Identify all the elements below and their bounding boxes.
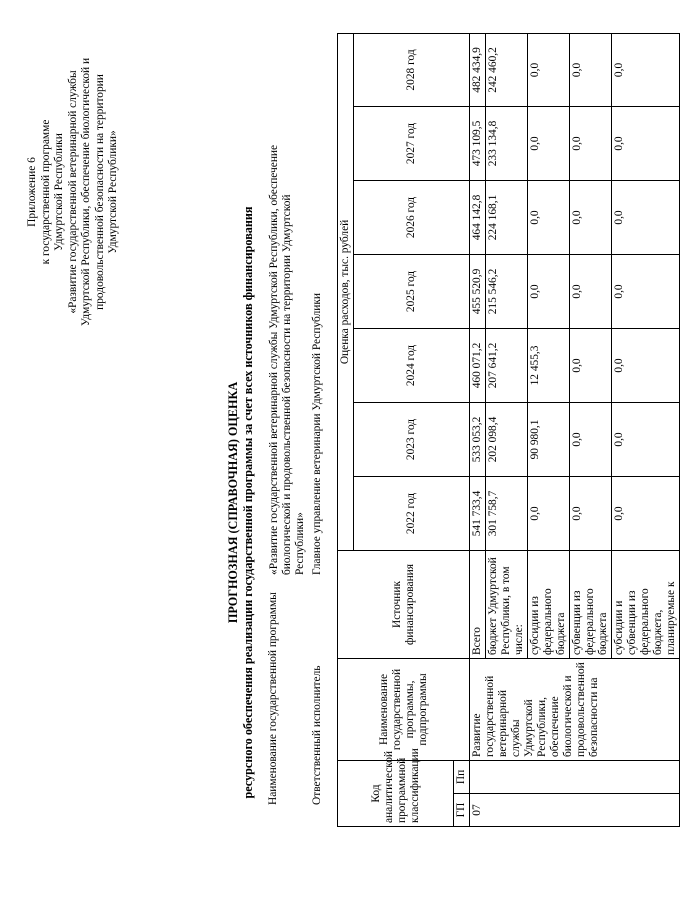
header-gp: ГП [454, 794, 470, 827]
program-name-value: «Развитие государственной ветеринарной службы Удмуртской Республики, обеспечение биологической и продовольственной безопасности на территории Удмуртской Республики» [268, 144, 306, 575]
value-cell: 533 053,2 [470, 402, 486, 476]
header-year-2026: 2026 год [354, 180, 470, 254]
value-cell: 0,0 [570, 476, 612, 550]
value-cell: 207 641,2 [486, 328, 528, 402]
header-year-2022: 2022 год [354, 476, 470, 550]
value-cell: 0,0 [570, 254, 612, 328]
value-cell: 455 520,9 [470, 254, 486, 328]
value-cell: 0,0 [570, 33, 612, 106]
value-cell: 90 980,1 [528, 402, 570, 476]
header-year-2025: 2025 год [354, 254, 470, 328]
annex-program-name: «Развитие государственной ветеринарной службы Удмуртской Республики, обеспечение биологической и продовольственной безопасности на территории Удмуртской Республики» [66, 57, 119, 327]
source-cell: субсидии и субвенции из федерального бюджета, планируемые к [612, 550, 680, 658]
value-cell: 0,0 [570, 180, 612, 254]
value-cell: 233 134,8 [486, 106, 528, 180]
source-cell: Всего [470, 550, 486, 658]
executor-label: Ответственный исполнитель [311, 665, 323, 805]
value-cell: 0,0 [528, 476, 570, 550]
header-year-2024: 2024 год [354, 328, 470, 402]
header-name: Наименование государственной программы, подпрограммы [338, 658, 470, 760]
value-cell: 12 455,3 [528, 328, 570, 402]
source-cell: субсидии из федерального бюджета [528, 550, 570, 658]
table-row [470, 33, 486, 826]
header-pp: Пп [454, 760, 470, 793]
funding-table [337, 33, 680, 827]
header-year-2028: 2028 год [354, 33, 470, 106]
value-cell: 0,0 [612, 180, 680, 254]
value-cell: 215 546,2 [486, 254, 528, 328]
value-cell: 202 098,4 [486, 402, 528, 476]
value-cell: 460 071,2 [470, 328, 486, 402]
annex-number: Приложение 6 [26, 157, 38, 227]
program-name-label: Наименование государственной программы [267, 592, 279, 805]
value-cell: 0,0 [528, 106, 570, 180]
header-estimate: Оценка расходов, тыс. рублей [338, 33, 354, 550]
value-cell: 301 758,7 [486, 476, 528, 550]
value-cell: 482 434,9 [470, 33, 486, 106]
source-cell: субвенции из федерального бюджета [570, 550, 612, 658]
annex-block [26, 47, 121, 337]
header-year-2023: 2023 год [354, 402, 470, 476]
value-cell: 242 460,2 [486, 33, 528, 106]
value-cell: 0,0 [528, 180, 570, 254]
value-cell: 473 109,5 [470, 106, 486, 180]
value-cell: 0,0 [528, 254, 570, 328]
document-title [226, 130, 256, 875]
header-code: Код аналитической программной классификации [338, 760, 454, 826]
program-pp-code [470, 760, 680, 793]
value-cell: 0,0 [612, 254, 680, 328]
value-cell: 0,0 [570, 402, 612, 476]
program-gp-code: 07 [470, 794, 680, 827]
source-cell: бюджет Удмуртской Республики, в том числе: [486, 550, 528, 658]
value-cell: 224 168,1 [486, 180, 528, 254]
program-name-cell: Развитие государственной ветеринарной службы Удмуртской Республики, обеспечение биологической и продовольственной безопасности на [470, 658, 680, 760]
value-cell: 0,0 [612, 106, 680, 180]
header-source: Источник финансирования [338, 550, 470, 658]
value-cell: 0,0 [528, 33, 570, 106]
value-cell: 0,0 [570, 106, 612, 180]
header-year-2027: 2027 год [354, 106, 470, 180]
title-line-1: ПРОГНОЗНАЯ (СПРАВОЧНАЯ) ОЦЕНКА [226, 381, 240, 624]
value-cell: 0,0 [570, 328, 612, 402]
value-cell: 541 733,4 [470, 476, 486, 550]
executor-value: Главное управление ветеринарии Удмуртской Республики [311, 293, 323, 575]
value-cell: 0,0 [612, 402, 680, 476]
value-cell: 0,0 [612, 33, 680, 106]
annex-line-3: Удмуртской Республики [53, 133, 65, 251]
value-cell: 464 142,8 [470, 180, 486, 254]
value-cell: 0,0 [612, 476, 680, 550]
title-line-2: ресурсного обеспечения реализации государственной программы за счет всех источников финансирования [241, 206, 255, 799]
annex-line-2: к государственной программе [39, 119, 52, 265]
value-cell: 0,0 [612, 328, 680, 402]
